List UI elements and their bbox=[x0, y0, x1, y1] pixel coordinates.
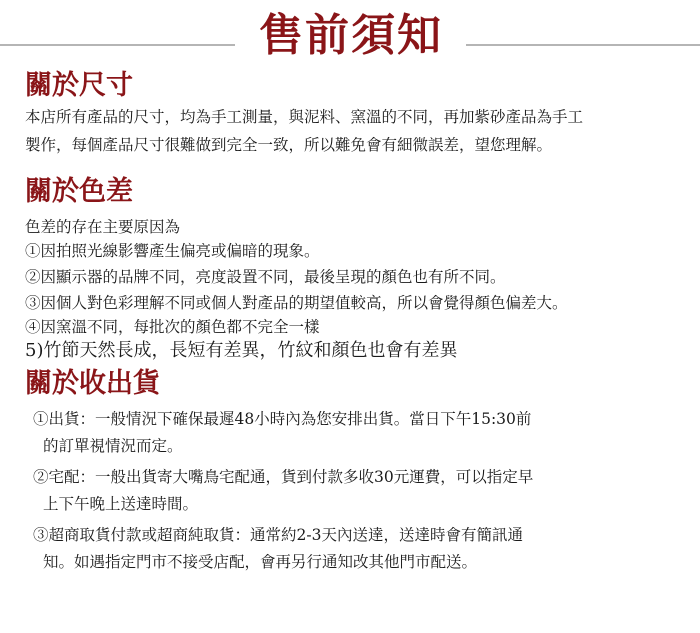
title-row bbox=[0, 8, 700, 68]
size-text-line-1: 本店所有產品的尺寸，均為手工測量，與泥料、窯溫的不同，再加紫砂產品為手工 bbox=[25, 108, 584, 126]
size-text-line-2: 製作，每個產品尺寸很難做到完全一致，所以難免會有細微誤差，望您理解。 bbox=[25, 136, 553, 154]
color-item-4: ④因窯溫不同，每批次的顏色都不完全一樣 bbox=[25, 318, 320, 336]
shipping-line-5: ③超商取貨付款或超商純取貨：通常約2-3天內送達，送達時會有簡訊通 bbox=[33, 526, 523, 544]
shipping-line-3: ②宅配：一般出貨寄大嘴鳥宅配通，貨到付款多收30元運費，可以指定早 bbox=[33, 468, 534, 486]
color-item-2: ②因顯示器的品牌不同，亮度設置不同，最後呈現的顏色也有所不同。 bbox=[25, 268, 506, 286]
title-rule-left bbox=[0, 44, 235, 46]
color-item-5: 5)竹節天然長成，長短有差異，竹紋和顏色也會有差異 bbox=[25, 340, 458, 361]
shipping-line-2: 的訂單視情況而定。 bbox=[43, 437, 183, 455]
size-heading: 關於尺寸 bbox=[25, 70, 133, 101]
page-title: 售前須知 bbox=[259, 10, 443, 61]
shipping-line-1: ①出貨：一般情況下確保最遲48小時內為您安排出貨。當日下午15:30前 bbox=[33, 410, 532, 428]
shipping-line-6: 知。如遇指定門市不接受店配，會再另行通知改其他門市配送。 bbox=[43, 553, 478, 571]
color-intro: 色差的存在主要原因為 bbox=[25, 218, 181, 236]
color-item-1: ①因拍照光線影響產生偏亮或偏暗的現象。 bbox=[25, 242, 320, 260]
color-item-3: ③因個人對色彩理解不同或個人對產品的期望值較高，所以會覺得顏色偏差大。 bbox=[25, 294, 568, 312]
shipping-line-4: 上下午晚上送達時間。 bbox=[43, 495, 199, 513]
shipping-heading: 關於收出貨 bbox=[25, 368, 160, 399]
title-rule-right bbox=[466, 44, 700, 46]
color-heading: 關於色差 bbox=[25, 176, 133, 207]
